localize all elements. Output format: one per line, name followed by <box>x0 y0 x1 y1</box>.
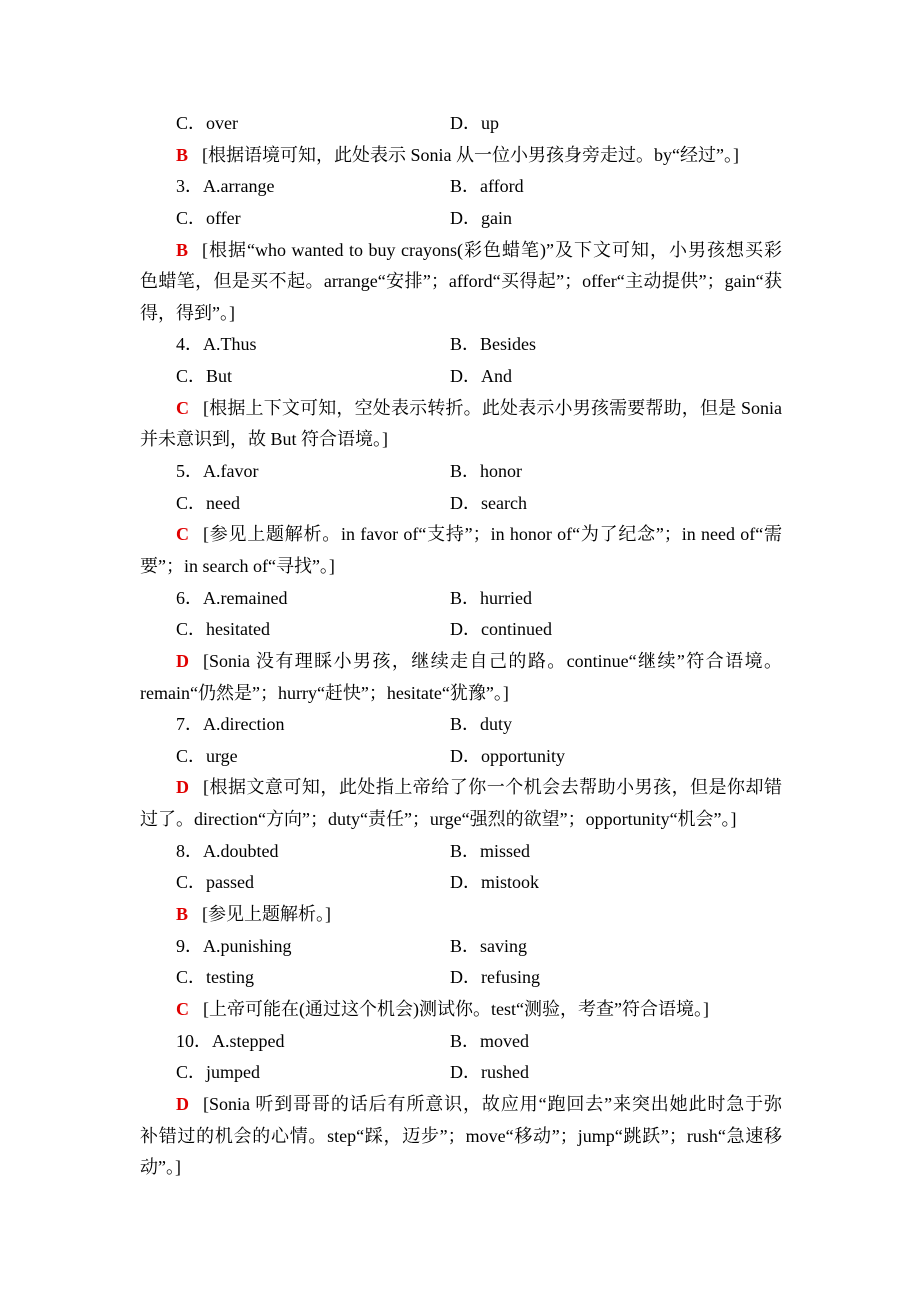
explanation-text: [Sonia 听到哥哥的话后有所意识，故应用“跑回去”来突出她此时急于弥 <box>203 1093 782 1114</box>
option-row <box>140 962 782 994</box>
option-right: D．up <box>450 113 499 133</box>
option-row <box>140 171 782 203</box>
explanation-line <box>140 266 782 298</box>
explanation-line <box>140 140 782 172</box>
option-left: 8．A.doubted <box>176 840 279 861</box>
option-left: 6．A.remained <box>176 587 288 608</box>
answer-letter: B <box>176 904 189 925</box>
option-left: C．over <box>176 113 238 133</box>
explanation-text: 动”。] <box>140 1157 181 1178</box>
explanation-text: [参见上题解析。] <box>202 904 332 925</box>
answer-explanation <box>140 393 782 456</box>
option-row <box>140 456 782 488</box>
option-left: 10．A.stepped <box>176 1030 285 1051</box>
option-left: C．need <box>176 492 240 513</box>
answer-explanation <box>140 1089 782 1184</box>
option-right: D．opportunity <box>450 745 565 766</box>
explanation-text: [根据上下文可知，空处表示转折。此处表示小男孩需要帮助，但是 Sonia <box>203 397 782 418</box>
answer-explanation <box>140 994 782 1026</box>
option-left: 7．A.direction <box>176 714 285 735</box>
answer-letter: C <box>176 998 189 1019</box>
explanation-text: [根据文意可知，此处指上帝给了你一个机会去帮助小男孩，但是你却错 <box>203 777 782 798</box>
option-left: C．urge <box>176 745 238 766</box>
option-left: C．hesitated <box>176 619 270 640</box>
explanation-line <box>140 551 782 583</box>
option-right: D．And <box>450 366 512 387</box>
option-right: B．honor <box>450 461 522 482</box>
answer-explanation <box>140 519 782 582</box>
option-left: C．passed <box>176 872 254 893</box>
explanation-line <box>140 678 782 710</box>
option-row <box>140 931 782 963</box>
option-row <box>140 203 782 235</box>
option-row <box>140 583 782 615</box>
answer-key-document <box>140 108 782 1184</box>
option-left: C．jumped <box>176 1062 260 1083</box>
explanation-line <box>140 899 782 931</box>
option-right: B．Besides <box>450 334 537 355</box>
explanation-line <box>140 1121 782 1153</box>
option-row <box>140 1026 782 1058</box>
explanation-text: 色蜡笔，但是买不起。arrange“安排”；afford“买得起”；offer“主动提供”；gain“获 <box>140 271 782 292</box>
option-row <box>140 614 782 646</box>
answer-explanation <box>140 235 782 330</box>
explanation-line <box>140 804 782 836</box>
explanation-line <box>140 994 782 1026</box>
option-right: D．refusing <box>450 967 540 988</box>
option-row <box>140 108 782 140</box>
option-right: D．mistook <box>450 872 540 893</box>
option-row <box>140 867 782 899</box>
explanation-text: 得，得到”。] <box>140 302 235 323</box>
explanation-text: [Sonia 没有理睬小男孩，继续走自己的路。continue“继续”符合语境。 <box>203 650 782 671</box>
explanation-line <box>140 235 782 267</box>
answer-explanation <box>140 772 782 835</box>
answer-explanation <box>140 646 782 709</box>
explanation-text: remain“仍然是”；hurry“赶快”；hesitate“犹豫”。] <box>140 682 509 703</box>
explanation-line <box>140 393 782 425</box>
explanation-text: [根据“who wanted to buy crayons(彩色蜡笔)”及下文可知，小男孩想买彩 <box>202 239 782 260</box>
option-right: B．afford <box>450 176 524 197</box>
answer-letter: B <box>176 144 189 165</box>
option-right: B．moved <box>450 1030 529 1051</box>
explanation-text: 过了。direction“方向”；duty“责任”；urge“强烈的欲望”；opportunity“机会”。] <box>140 809 737 830</box>
explanation-text: 补错过的机会的心情。step“踩，迈步”；move“移动”；jump“跳跃”；rush“急速移 <box>140 1125 782 1146</box>
option-left: 4．A.Thus <box>176 334 257 355</box>
option-right: D．search <box>450 492 527 513</box>
explanation-text: 要”；in search of“寻找”。] <box>140 555 335 576</box>
option-row <box>140 741 782 773</box>
explanation-text: [根据语境可知，此处表示 Sonia 从一位小男孩身旁走过。by“经过”。] <box>202 144 739 165</box>
option-right: D．gain <box>450 207 512 228</box>
answer-letter: C <box>176 397 189 418</box>
answer-letter: D <box>176 777 189 798</box>
option-left: C．offer <box>176 207 241 228</box>
answer-letter: D <box>176 1093 189 1114</box>
explanation-text: [上帝可能在(通过这个机会)测试你。test“测验，考查”符合语境。] <box>203 998 709 1019</box>
option-row <box>140 836 782 868</box>
explanation-line <box>140 519 782 551</box>
explanation-line <box>140 646 782 678</box>
explanation-line <box>140 1089 782 1121</box>
option-left: C．testing <box>176 967 255 988</box>
option-right: D．rushed <box>450 1062 529 1083</box>
explanation-line <box>140 1152 782 1184</box>
answer-letter: D <box>176 650 189 671</box>
option-right: B．saving <box>450 935 528 956</box>
option-left: 9．A.punishing <box>176 935 292 956</box>
explanation-text: [参见上题解析。in favor of“支持”；in honor of“为了纪念”；in need of“需 <box>203 524 782 545</box>
answer-letter: C <box>176 524 189 545</box>
explanation-line <box>140 298 782 330</box>
option-row <box>140 361 782 393</box>
answer-explanation <box>140 899 782 931</box>
option-right: D．continued <box>450 619 552 640</box>
option-left: 3．A.arrange <box>176 176 275 197</box>
explanation-text: 并未意识到，故 But 符合语境。] <box>140 429 388 450</box>
option-right: B．missed <box>450 840 531 861</box>
option-row <box>140 488 782 520</box>
option-row <box>140 709 782 741</box>
option-right: B．duty <box>450 714 513 735</box>
option-right: B．hurried <box>450 587 532 608</box>
option-left: C．But <box>176 366 233 387</box>
option-row <box>140 1057 782 1089</box>
option-row <box>140 329 782 361</box>
explanation-line <box>140 424 782 456</box>
answer-letter: B <box>176 239 189 260</box>
explanation-line <box>140 772 782 804</box>
option-left: 5．A.favor <box>176 461 259 482</box>
answer-explanation <box>140 140 782 172</box>
